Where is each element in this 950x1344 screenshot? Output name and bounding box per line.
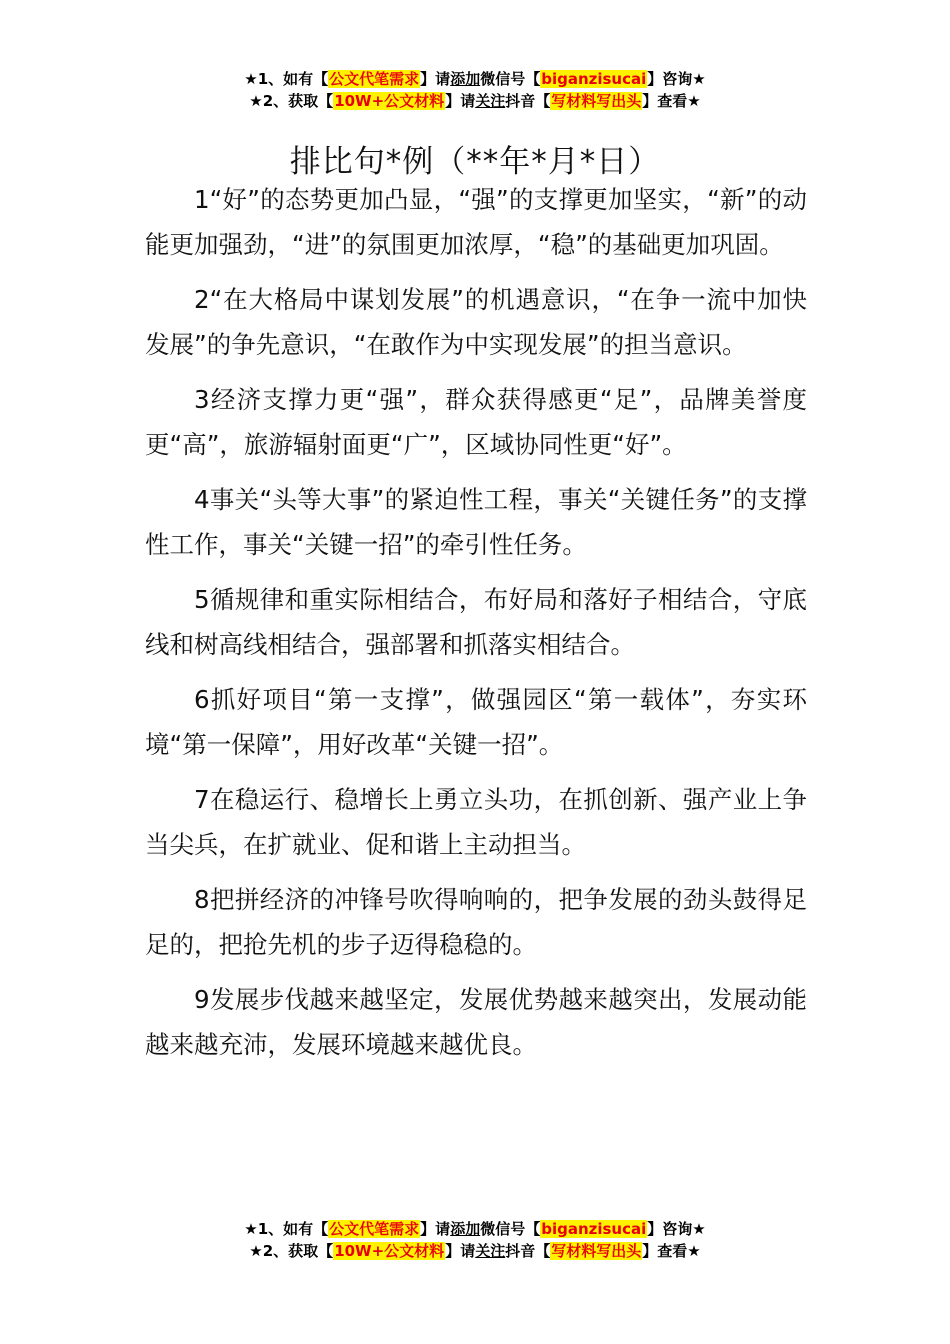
banner-text: 微信号【 <box>480 1220 541 1238</box>
paragraph: 5循规律和重实际相结合，布好局和落好子相结合，守底线和树高线相结合，强部署和抓落实相结合。 <box>145 585 807 659</box>
banner-text: ★2、获取【 <box>249 1242 334 1260</box>
paragraph: 3经济支撑力更“强”，群众获得感更“足”，品牌美誉度更“高”，旅游辐射面更“广”，区域协同性更“好”。 <box>145 385 807 459</box>
highlight-ghostwriting: 公文代笔需求 <box>329 70 420 88</box>
banner-line-1 <box>0 68 950 90</box>
paragraph: 9发展步伐越来越坚定，发展优势越来越突出，发展动能越来越充沛，发展环境越来越优良。 <box>145 985 807 1059</box>
paragraph: 6抓好项目“第一支撑”，做强园区“第一载体”，夯实环境“第一保障”，用好改革“关键一招”。 <box>145 685 807 759</box>
highlight-douyin-account: 写材料写出头 <box>551 92 642 110</box>
paragraph: 2“在大格局中谋划发展”的机遇意识，“在争一流中加快发展”的争先意识，“在敢作为中实现发展”的担当意识。 <box>145 285 807 359</box>
top-banner <box>0 68 950 112</box>
document-title: 排比句*例（**年*月*日） <box>289 143 661 180</box>
highlight-wechat-id: biganzisucai <box>541 1220 647 1238</box>
bottom-banner <box>0 1218 950 1262</box>
banner-underline-text: 添加 <box>450 1220 481 1238</box>
document-body <box>145 177 807 1077</box>
banner-text: 微信号【 <box>480 70 541 88</box>
paragraph: 7在稳运行、稳增长上勇立头功，在抓创新、强产业上争当尖兵，在扩就业、促和谐上主动担当。 <box>145 785 807 859</box>
banner-text: 】查看★ <box>642 92 701 110</box>
banner-text: 】请 <box>445 92 476 110</box>
banner-text: 】请 <box>420 70 451 88</box>
banner-text: ★2、获取【 <box>249 92 334 110</box>
banner-text: 抖音【 <box>505 1242 551 1260</box>
banner-text: 】请 <box>445 1242 476 1260</box>
banner-line-2 <box>0 1240 950 1262</box>
banner-underline-text: 关注 <box>475 92 506 110</box>
banner-text: 】咨询★ <box>647 70 706 88</box>
banner-text: ★1、如有【 <box>244 70 329 88</box>
highlight-douyin-account: 写材料写出头 <box>551 1242 642 1260</box>
paragraph: 4事关“头等大事”的紧迫性工程，事关“关键任务”的支撑性工作，事关“关键一招”的牵引性任务。 <box>145 485 807 559</box>
banner-text: ★1、如有【 <box>244 1220 329 1238</box>
banner-text: 】咨询★ <box>647 1220 706 1238</box>
banner-text: 】查看★ <box>642 1242 701 1260</box>
paragraph: 1“好”的态势更加凸显，“强”的支撑更加坚实，“新”的动能更加强劲，“进”的氛围更加浓厚，“稳”的基础更加巩固。 <box>145 185 807 259</box>
banner-underline-text: 添加 <box>450 70 481 88</box>
paragraph: 8把拼经济的冲锋号吹得响响的，把争发展的劲头鼓得足足的，把抢先机的步子迈得稳稳的。 <box>145 885 807 959</box>
banner-text: 】请 <box>420 1220 451 1238</box>
highlight-ghostwriting: 公文代笔需求 <box>329 1220 420 1238</box>
banner-underline-text: 关注 <box>475 1242 506 1260</box>
highlight-materials: 10W+公文材料 <box>334 1242 445 1260</box>
highlight-wechat-id: biganzisucai <box>541 70 647 88</box>
highlight-materials: 10W+公文材料 <box>334 92 445 110</box>
banner-text: 抖音【 <box>505 92 551 110</box>
banner-line-2 <box>0 90 950 112</box>
banner-line-1 <box>0 1218 950 1240</box>
